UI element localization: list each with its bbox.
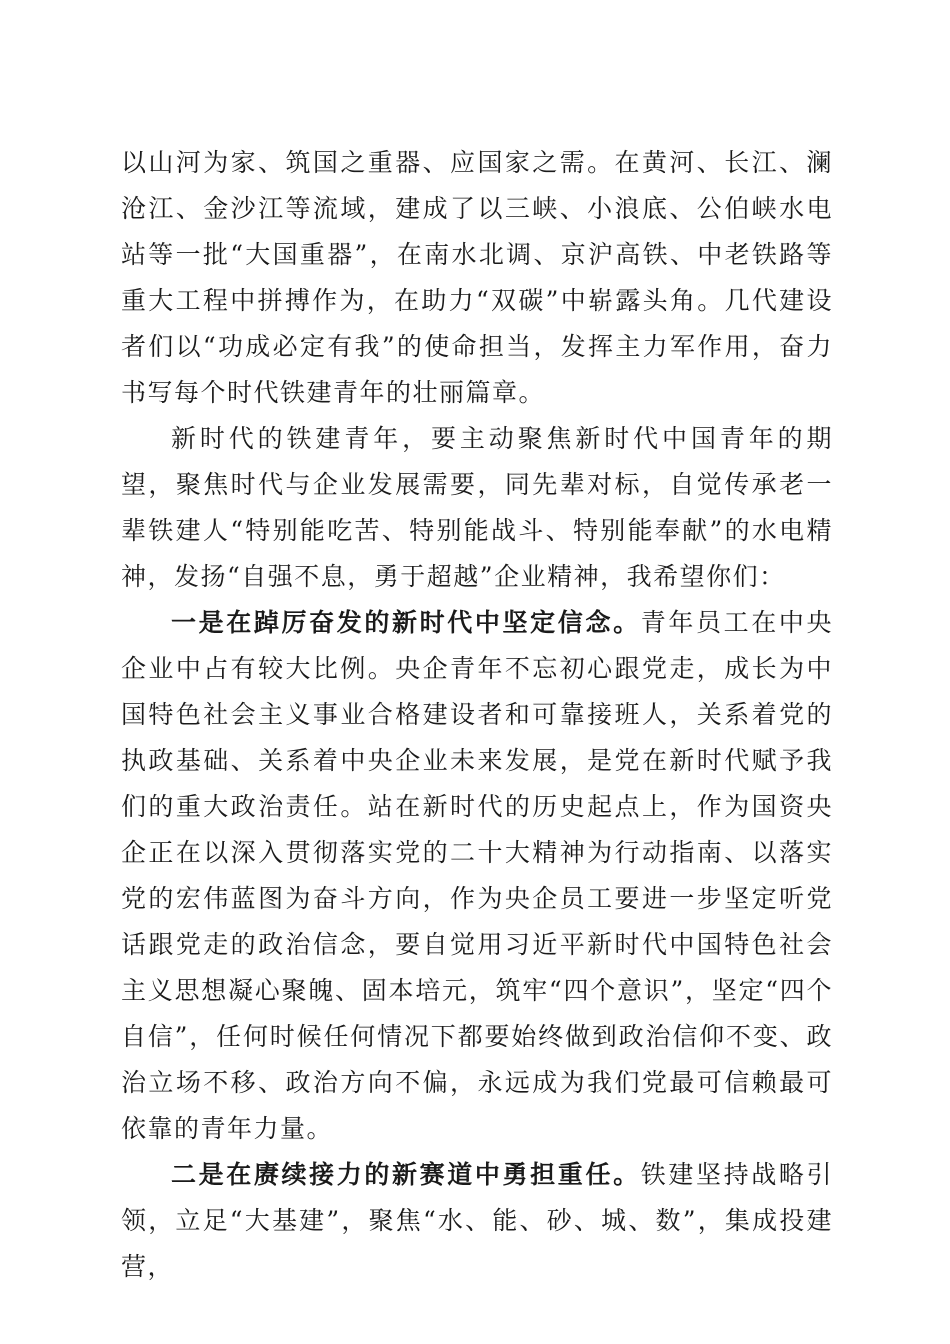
paragraph-4-lead: 二是在赓续接力的新赛道中勇担重任。: [171, 1160, 641, 1189]
paragraph-3-text: 青年员工在中央企业中占有较大比例。央企青年不忘初心跟党走，成长为中国特色社会主义事业合格建设者和可靠接班人，关系着党的执政基础、关系着中央企业未来发展，是党在新时代赋予我们的重大政治责任。站在新时代的历史起点上，作为国资央企正在以深入贯彻落实党的二十大精神为行动指南、以落实党的宏伟蓝图为奋斗方向，作为央企员工要进一步坚定听党话跟党走的政治信念，要自觉用习近平新时代中国特色社会主义思想凝心聚魄、固本培元，筑牢“四个意识”，坚定“四个自信”，任何时候任何情况下都要始终做到政治信仰不变、政治立场不移、政治方向不偏，永远成为我们党最可信赖最可依靠的青年力量。: [121, 608, 833, 1143]
paragraph-1: [121, 140, 833, 416]
paragraph-3-lead: 一是在踔厉奋发的新时代中坚定信念。: [171, 608, 641, 637]
paragraph-3: [121, 600, 833, 1152]
paragraph-2-text: 新时代的铁建青年，要主动聚焦新时代中国青年的期望，聚焦时代与企业发展需要，同先辈对标，自觉传承老一辈铁建人“特别能吃苦、特别能战斗、特别能奉献”的水电精神，发扬“自强不息，勇于超越”企业精神，我希望你们：: [121, 424, 833, 591]
document-body: [121, 140, 833, 1290]
paragraph-1-text: 以山河为家、筑国之重器、应国家之需。在黄河、长江、澜沧江、金沙江等流域，建成了以三峡、小浪底、公伯峡水电站等一批“大国重器”，在南水北调、京沪高铁、中老铁路等重大工程中拼搏作为，在助力“双碳”中崭露头角。几代建设者们以“功成必定有我”的使命担当，发挥主力军作用，奋力书写每个时代铁建青年的壮丽篇章。: [121, 148, 833, 407]
paragraph-4-text: 铁建坚持战略引领，立足“大基建”，聚焦“水、能、砂、城、数”，集成投建营，: [121, 1160, 833, 1281]
paragraph-4: [121, 1152, 833, 1290]
paragraph-2: [121, 416, 833, 600]
